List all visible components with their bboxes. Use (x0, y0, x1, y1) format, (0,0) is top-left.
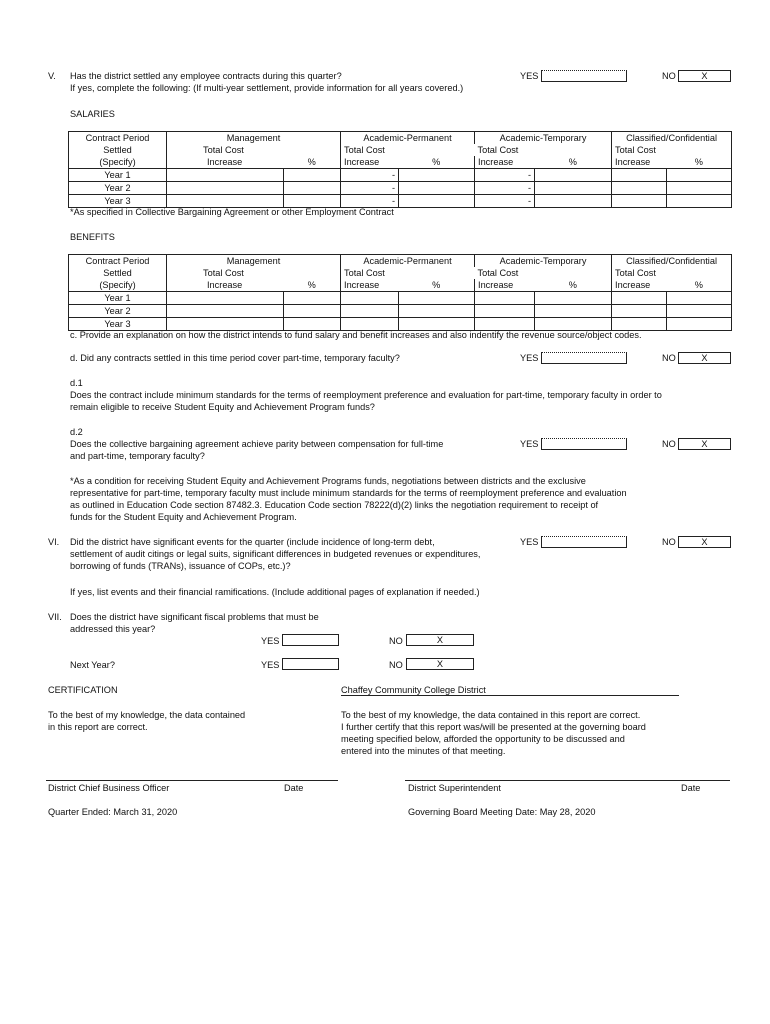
section-vii-line1: Does the district have significant fiscal problems that must be (70, 612, 319, 622)
salaries-row-period: Year 3 (69, 195, 167, 208)
certification-right-text: entered into the minutes of that meeting. (341, 746, 506, 756)
section-vi-line: borrowing of funds (TRANs), issuance of COPs, etc.)? (70, 561, 291, 571)
academic-permanent-header: Academic-Permanent (341, 255, 475, 268)
classified-increase-header: Increase (612, 156, 667, 169)
salaries-row-period: Year 2 (69, 182, 167, 195)
classified-pct-header: % (667, 279, 732, 292)
period-header-1: Contract Period (69, 255, 167, 268)
section-vii-number: VII. (48, 612, 62, 622)
acad-perm-increase-header: Increase (344, 280, 380, 290)
section-vi-number: VI. (48, 537, 60, 547)
item-d-no-box[interactable]: X (678, 352, 731, 364)
certification-right-text: meeting specified below, afforded the opportunity to be discussed and (341, 734, 625, 744)
item-d2-yes-label: YES (520, 439, 539, 449)
section-vi-no-label: NO (662, 537, 676, 547)
district-name: Chaffey Community College District (341, 685, 486, 695)
salaries-heading: SALARIES (70, 109, 115, 119)
acad-temp-pct-header: % (535, 279, 612, 292)
section-vi-line: settlement of audit citings or legal suits, significant differences in budgeted revenues or expenditures, (70, 549, 481, 559)
benefits-cell[interactable] (667, 292, 732, 305)
benefits-cell[interactable] (399, 305, 475, 318)
certification-right-text: I further certify that this report was/will be presented at the governing board (341, 722, 646, 732)
management-increase-header: Increase (207, 280, 243, 290)
next-year-yes-label: YES (261, 660, 280, 670)
benefits-cell[interactable] (667, 318, 732, 331)
salaries-cell[interactable] (284, 182, 341, 195)
section-v-yes-box[interactable] (541, 70, 627, 82)
superintendent-signature-label: District Superintendent (408, 783, 501, 793)
certification-right-text: To the best of my knowledge, the data contained in this report are correct. (341, 710, 641, 720)
section-v-no-box[interactable]: X (678, 70, 731, 82)
item-d-no-label: NO (662, 353, 676, 363)
benefits-row-period: Year 2 (69, 305, 167, 318)
management-total-cost-header: Total Cost (203, 268, 244, 278)
salaries-cell[interactable]: - (341, 182, 399, 195)
salaries-cell[interactable] (399, 182, 475, 195)
salaries-cell[interactable] (284, 169, 341, 182)
item-d2-line1: Does the collective bargaining agreement achieve parity between compensation for full-time (70, 439, 444, 449)
condition-note-line: representative for part-time, temporary faculty must include minimum standards for the terms of reemployment preference and evaluation (70, 488, 627, 498)
left-date-label: Date (284, 783, 304, 793)
benefits-cell[interactable] (475, 305, 535, 318)
benefits-cell[interactable] (341, 305, 399, 318)
certification-left-text: in this report are correct. (48, 722, 148, 732)
left-signature-line[interactable] (46, 780, 338, 781)
benefits-table (68, 254, 732, 331)
item-d1-line2: remain eligible to receive Student Equity and Achievement Program funds? (70, 402, 375, 412)
item-d1-label: d.1 (70, 378, 83, 388)
item-d-question: d. Did any contracts settled in this time period cover part-time, temporary faculty? (70, 353, 400, 363)
this-year-no-label: NO (389, 636, 403, 646)
right-signature-line[interactable] (405, 780, 730, 781)
next-year-no-box[interactable]: X (406, 658, 474, 670)
period-header-1: Contract Period (69, 132, 167, 145)
salaries-cell[interactable] (667, 195, 732, 208)
acad-perm-pct-header: % (399, 279, 475, 292)
item-d2-no-label: NO (662, 439, 676, 449)
acad-temp-pct-header: % (535, 156, 612, 169)
acad-temp-total-cost-header: Total Cost (477, 145, 519, 155)
salaries-cell[interactable] (612, 169, 667, 182)
certification-heading: CERTIFICATION (48, 685, 118, 695)
section-vi-followup: If yes, list events and their financial ramifications. (Include additional pages of explanation if needed.) (70, 587, 480, 597)
benefits-cell[interactable] (341, 292, 399, 305)
salaries-cell[interactable]: - (475, 169, 535, 182)
section-v-no-label: NO (662, 71, 676, 81)
salaries-cell[interactable]: - (341, 169, 399, 182)
section-v-yes-label: YES (520, 71, 539, 81)
management-header: Management (167, 255, 341, 268)
this-year-no-box[interactable]: X (406, 634, 474, 646)
board-meeting-date: Governing Board Meeting Date: May 28, 2020 (408, 807, 596, 817)
salaries-cell[interactable] (167, 182, 284, 195)
salaries-cell[interactable] (167, 169, 284, 182)
acad-perm-increase-header: Increase (344, 157, 380, 167)
academic-temporary-header: Academic-Temporary (475, 255, 612, 268)
classified-header: Classified/Confidential (612, 255, 732, 268)
academic-temporary-header: Academic-Temporary (475, 132, 612, 145)
benefits-cell[interactable] (475, 292, 535, 305)
section-vi-yes-label: YES (520, 537, 539, 547)
this-year-yes-label: YES (261, 636, 280, 646)
salaries-cell[interactable] (535, 182, 612, 195)
benefits-cell[interactable] (535, 305, 612, 318)
management-header: Management (167, 132, 341, 145)
benefits-heading: BENEFITS (70, 232, 115, 242)
next-year-label: Next Year? (70, 660, 115, 670)
period-header-3: (Specify) (69, 279, 167, 292)
item-c-text: c. Provide an explanation on how the district intends to fund salary and benefit increases and also indentify the revenue source/object codes. (70, 330, 642, 340)
salaries-cell[interactable] (535, 169, 612, 182)
salaries-table (68, 131, 732, 208)
salaries-cell[interactable] (399, 169, 475, 182)
salaries-cell[interactable]: - (475, 195, 535, 208)
acad-temp-increase-header: Increase (478, 157, 514, 167)
management-increase-header: Increase (207, 157, 243, 167)
quarter-ended: Quarter Ended: March 31, 2020 (48, 807, 178, 817)
benefits-cell[interactable] (167, 305, 284, 318)
period-header-3: (Specify) (69, 156, 167, 169)
acad-perm-pct-header: % (399, 156, 475, 169)
salaries-cell[interactable]: - (341, 195, 399, 208)
salaries-cell[interactable] (612, 182, 667, 195)
salaries-footnote: *As specified in Collective Bargaining Agreement or other Employment Contract (70, 207, 394, 217)
section-vi-yes-box[interactable] (541, 536, 627, 548)
next-year-yes-box[interactable] (282, 658, 339, 670)
salaries-cell[interactable] (667, 169, 732, 182)
cbo-signature-label: District Chief Business Officer (48, 783, 170, 793)
salaries-cell[interactable] (535, 195, 612, 208)
classified-pct-header: % (667, 156, 732, 169)
section-v-question: Has the district settled any employee contracts during this quarter? (70, 71, 342, 81)
acad-perm-total-cost-header: Total Cost (344, 145, 385, 155)
condition-note-line: as outlined in Education Code section 87482.3. Education Code section 78222(d)(2) links the negotiation requirement to receipt of (70, 500, 599, 510)
item-d2-label: d.2 (70, 427, 83, 437)
benefits-cell[interactable] (612, 292, 667, 305)
management-pct-header: % (284, 156, 341, 169)
benefits-cell[interactable] (399, 292, 475, 305)
section-v-number: V. (48, 71, 56, 81)
benefits-cell[interactable] (284, 305, 341, 318)
section-vii-line2: addressed this year? (70, 624, 156, 634)
benefits-cell[interactable] (667, 305, 732, 318)
academic-permanent-header: Academic-Permanent (341, 132, 475, 145)
item-d2-yes-box[interactable] (541, 438, 627, 450)
section-vi-no-box[interactable]: X (678, 536, 731, 548)
condition-note-line: funds for the Student Equity and Achievement Program. (70, 512, 297, 522)
salaries-cell[interactable]: - (475, 182, 535, 195)
benefits-row-period: Year 1 (69, 292, 167, 305)
benefits-cell[interactable] (535, 292, 612, 305)
item-d-yes-box[interactable] (541, 352, 627, 364)
salaries-cell[interactable] (612, 195, 667, 208)
acad-temp-increase-header: Increase (478, 280, 514, 290)
period-header-2: Settled (69, 267, 167, 279)
next-year-no-label: NO (389, 660, 403, 670)
salaries-cell[interactable] (399, 195, 475, 208)
section-v-instruction: If yes, complete the following: (If multi-year settlement, provide information for all years covered.) (70, 83, 464, 93)
benefits-row-period: Year 3 (69, 318, 167, 331)
benefits-cell[interactable] (612, 305, 667, 318)
district-name-underline (341, 695, 679, 696)
benefits-cell[interactable] (167, 292, 284, 305)
item-d1-line1: Does the contract include minimum standards for the terms of reemployment preference and evaluation for part-time, temporary faculty in order to (70, 390, 662, 400)
management-total-cost-header: Total Cost (203, 145, 244, 155)
classified-header: Classified/Confidential (612, 132, 732, 145)
management-pct-header: % (284, 279, 341, 292)
period-header-2: Settled (69, 144, 167, 156)
item-d2-no-box[interactable]: X (678, 438, 731, 450)
right-date-label: Date (681, 783, 701, 793)
classified-increase-header: Increase (612, 279, 667, 292)
acad-temp-total-cost-header: Total Cost (477, 268, 519, 278)
item-d-yes-label: YES (520, 353, 539, 363)
acad-perm-total-cost-header: Total Cost (344, 268, 385, 278)
condition-note-line: *As a condition for receiving Student Equity and Achievement Programs funds, negotiations between districts and the exclusive (70, 476, 586, 486)
certification-left-text: To the best of my knowledge, the data contained (48, 710, 246, 720)
this-year-yes-box[interactable] (282, 634, 339, 646)
salaries-row-period: Year 1 (69, 169, 167, 182)
salaries-cell[interactable] (667, 182, 732, 195)
section-vi-line: Did the district have significant events for the quarter (include incidence of long-term debt, (70, 537, 435, 547)
classified-total-cost-header: Total Cost (612, 144, 732, 156)
item-d2-line2: and part-time, temporary faculty? (70, 451, 205, 461)
benefits-cell[interactable] (284, 292, 341, 305)
classified-total-cost-header: Total Cost (612, 267, 732, 279)
